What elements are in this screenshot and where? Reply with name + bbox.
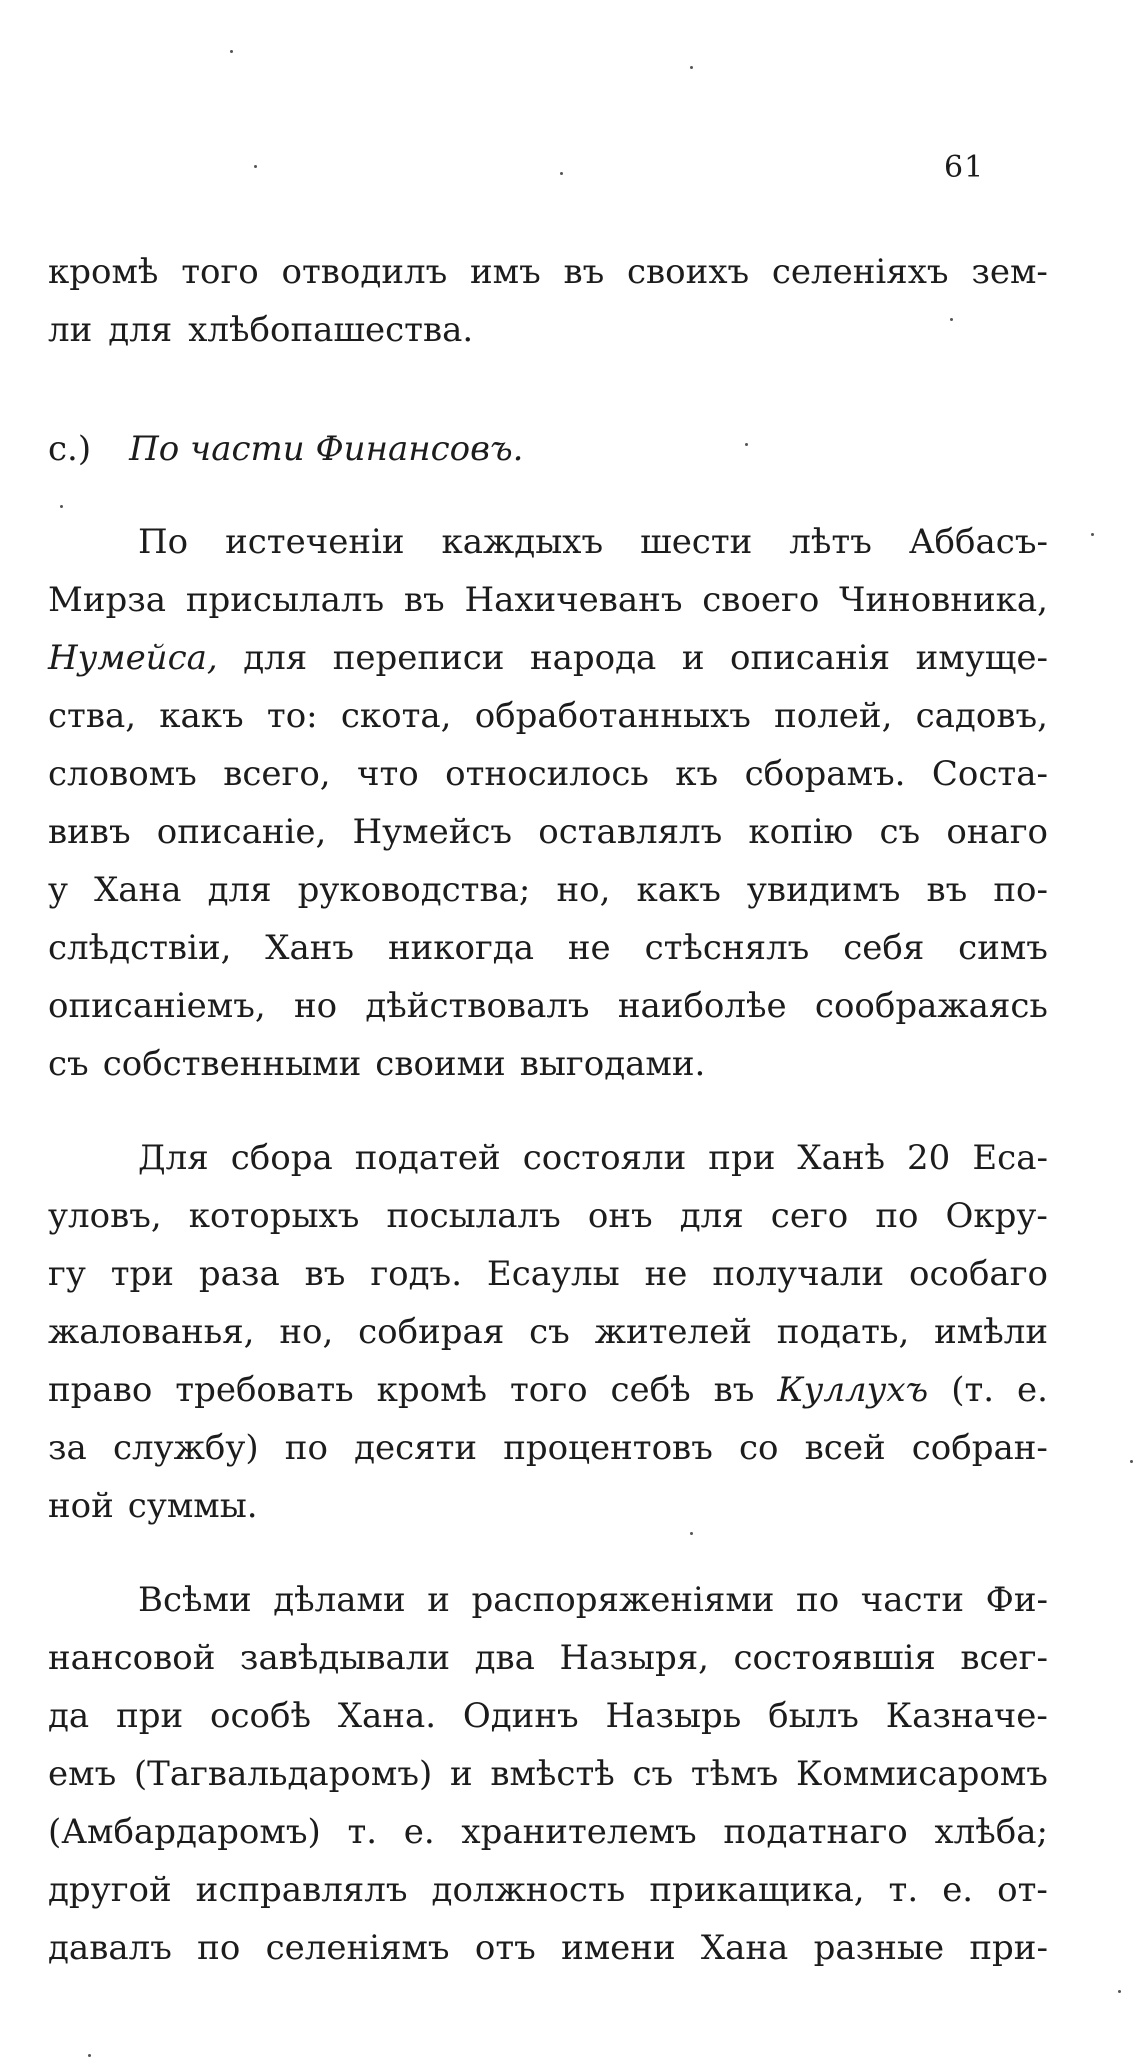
text-line: гу три раза въ годъ. Есаулы не получали особаго bbox=[48, 1254, 1048, 1294]
text-line: словомъ всего, что относилось къ сборамъ. Соста- bbox=[48, 754, 1048, 794]
scan-speck bbox=[690, 1532, 693, 1535]
text-line: право требовать кромѣ того себѣ въ Куллухъ (т. е. bbox=[48, 1370, 1048, 1410]
text-line: Нумейса, для переписи народа и описанія имуще- bbox=[48, 638, 1048, 678]
scan-speck bbox=[88, 2054, 91, 2057]
text-line: ной суммы. bbox=[48, 1486, 258, 1526]
text-line: емъ (Тагвальдаромъ) и вмѣстѣ съ тѣмъ Коммисаромъ bbox=[48, 1754, 1048, 1794]
text-line: другой исправлялъ должность прикащика, т. е. от- bbox=[48, 1870, 1048, 1910]
text-line: нансовой завѣдывали два Назыря, состоявшія всег- bbox=[48, 1638, 1048, 1678]
text-line: слѣдствіи, Ханъ никогда не стѣснялъ себя симъ bbox=[48, 928, 1048, 968]
scan-speck bbox=[950, 318, 953, 321]
scan-speck bbox=[560, 172, 563, 175]
text-line: кромѣ того отводилъ имъ въ своихъ селеніяхъ зем- bbox=[48, 252, 1048, 292]
scan-speck bbox=[60, 505, 63, 508]
text-line: Всѣми дѣлами и распоряженіями по части Фи- bbox=[138, 1580, 1048, 1620]
scan-speck bbox=[745, 443, 748, 446]
text-line: описаніемъ, но дѣйствовалъ наиболѣе соображаясь bbox=[48, 986, 1048, 1026]
text-line: жалованья, но, собирая съ жителей подать, имѣли bbox=[48, 1312, 1048, 1352]
text-line: вивъ описаніе, Нумейсъ оставлялъ копію съ онаго bbox=[48, 812, 1048, 852]
scan-speck bbox=[690, 66, 693, 69]
text-line: да при особѣ Хана. Одинъ Назырь былъ Казначе- bbox=[48, 1696, 1048, 1736]
text-line: (Амбардаромъ) т. е. хранителемъ податнаго хлѣба; bbox=[48, 1812, 1048, 1852]
text-line: съ собственными своими выгодами. bbox=[48, 1044, 706, 1084]
text-line: за службу) по десяти процентовъ со всей собран- bbox=[48, 1428, 1048, 1468]
text-line: Мирза присылалъ въ Нахичеванъ своего Чиновника, bbox=[48, 580, 1048, 620]
section-number: c.) bbox=[48, 429, 92, 469]
text-line: ли для хлѣбопашества. bbox=[48, 310, 474, 350]
scan-speck bbox=[1091, 533, 1094, 536]
text-line: у Хана для руководства; но, какъ увидимъ въ по- bbox=[48, 870, 1048, 910]
page-number: 61 bbox=[944, 150, 985, 185]
text-line: ства, какъ то: скота, обработанныхъ полей, садовъ, bbox=[48, 696, 1048, 736]
text-line: давалъ по селеніямъ отъ имени Хана разные при- bbox=[48, 1928, 1048, 1968]
scan-speck bbox=[1130, 1460, 1133, 1463]
text-line: По истеченіи каждыхъ шести лѣтъ Аббасъ- bbox=[138, 522, 1048, 562]
text-line: уловъ, которыхъ посылалъ онъ для сего по Окру- bbox=[48, 1196, 1048, 1236]
scan-speck bbox=[254, 165, 257, 168]
section-heading bbox=[48, 425, 523, 473]
text-line: Для сбора податей состояли при Ханѣ 20 Еса- bbox=[138, 1138, 1048, 1178]
scan-speck bbox=[1118, 1990, 1121, 1993]
scan-speck bbox=[230, 50, 233, 53]
section-title: По части Финансовъ. bbox=[129, 429, 524, 469]
